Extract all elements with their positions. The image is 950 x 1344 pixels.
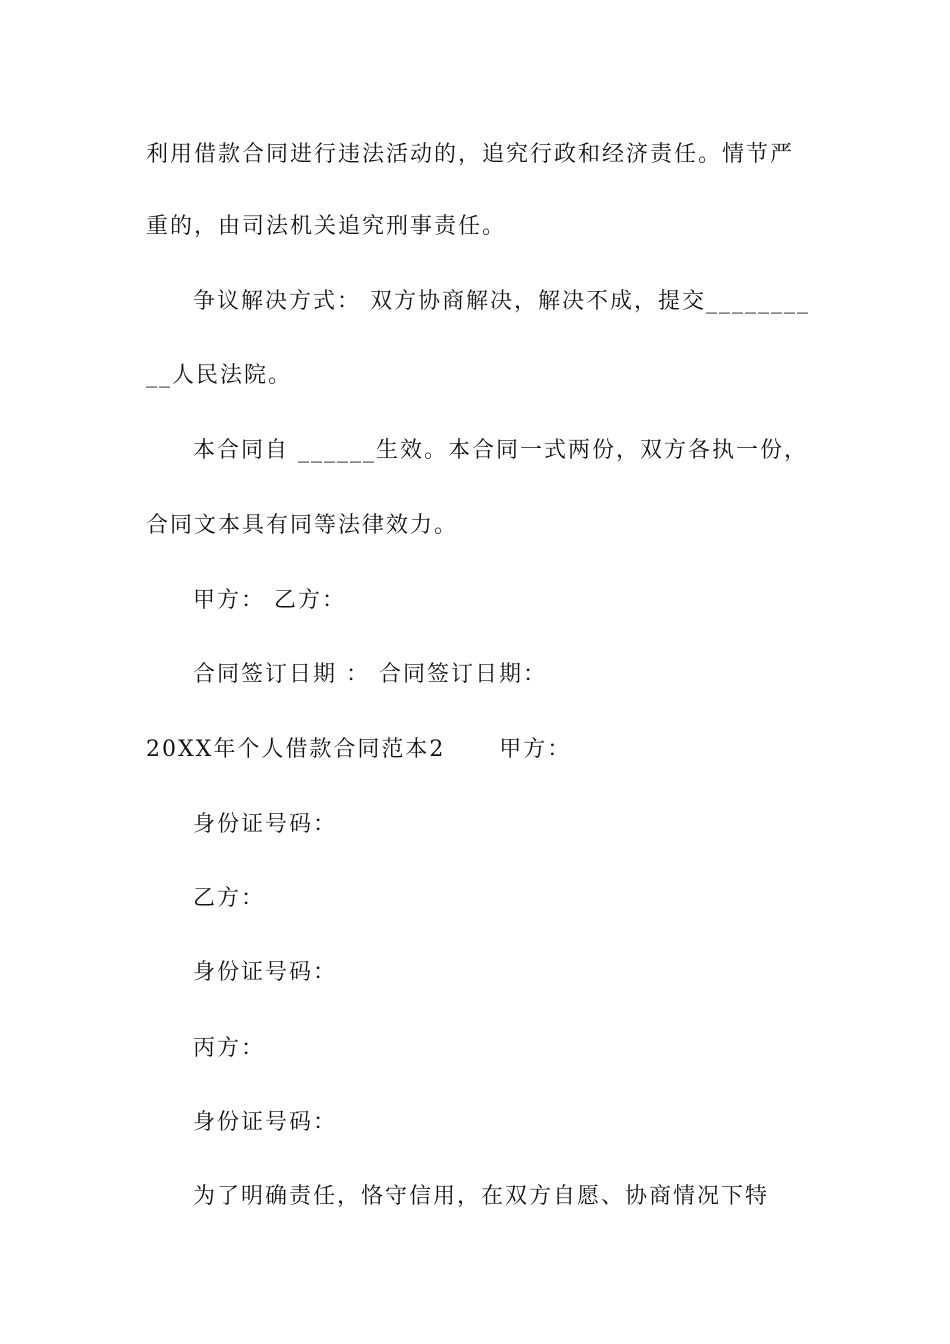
paragraph-line: 利用借款合同进行违法活动的，追究行政和经济责任。情节严 (146, 142, 795, 167)
party-b-field: 乙方： (193, 886, 266, 911)
party-c-field: 丙方： (193, 1036, 266, 1061)
id-number-field: 身份证号码： (193, 1110, 338, 1135)
paragraph-line: 合同文本具有同等法律效力。 (146, 513, 459, 538)
id-number-field: 身份证号码： (193, 960, 338, 985)
paragraph-line: 重的，由司法机关追究刑事责任。 (146, 214, 507, 239)
paragraph-line: 争议解决方式： 双方协商解决，解决不成，提交________ (193, 289, 810, 314)
signing-date-line: 合同签订日期 ： 合同签订日期： (193, 662, 547, 687)
signature-parties-line: 甲方： 乙方： (193, 588, 346, 613)
paragraph-line: 本合同自 ______生效。本合同一式两份，双方各执一份， (193, 438, 808, 463)
paragraph-line: __人民法院。 (146, 363, 293, 388)
paragraph-line: 为了明确责任，恪守信用，在双方自愿、协商情况下特 (193, 1184, 770, 1209)
section-heading: 20XX年个人借款合同范本2 甲方： (146, 737, 572, 762)
id-number-field: 身份证号码： (193, 812, 338, 837)
